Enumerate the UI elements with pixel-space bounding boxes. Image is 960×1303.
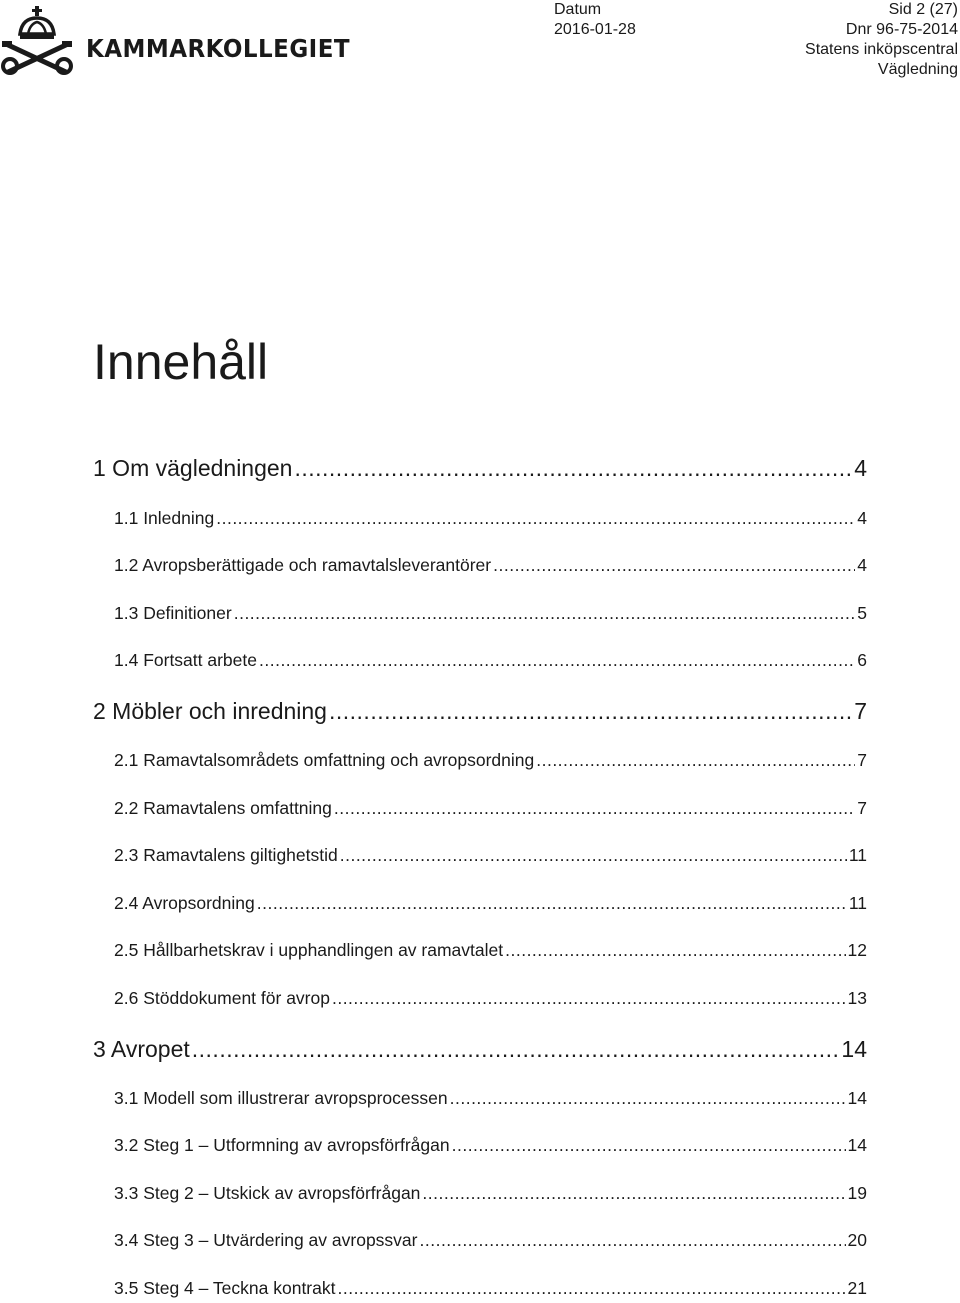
toc-entry-1[interactable] (93, 455, 867, 483)
toc-entry-3-3[interactable] (114, 1183, 867, 1207)
toc-entry-label: 1.1 Inledning (114, 508, 215, 528)
toc-entry-page: 7 (857, 750, 867, 770)
date-value: 2016-01-28 (554, 21, 636, 38)
toc-entry-label: 2.3 Ramavtalens giltighetstid (114, 845, 338, 865)
toc-entry-label: 3.2 Steg 1 – Utformning av avropsförfrågan (114, 1135, 450, 1155)
toc-entry-label: 1.4 Fortsatt arbete (114, 650, 257, 670)
toc-entry-3-2[interactable] (114, 1135, 867, 1159)
toc-entry-2-6[interactable] (114, 988, 867, 1012)
toc-entry-page: 14 (847, 1135, 867, 1155)
toc-entry-3-1[interactable] (114, 1088, 867, 1112)
toc-entry-label: 2.2 Ramavtalens omfattning (114, 798, 332, 818)
toc-entry-3-5[interactable] (114, 1278, 867, 1302)
toc-entry-label: 3.5 Steg 4 – Teckna kontrakt (114, 1278, 336, 1298)
toc-entry-3-4[interactable] (114, 1230, 867, 1254)
toc-leader-dots (294, 455, 852, 482)
toc-entry-page: 14 (847, 1088, 867, 1108)
toc-leader-dots (493, 555, 855, 576)
toc-entry-page: 4 (857, 508, 867, 528)
toc-leader-dots (536, 750, 855, 771)
toc-leader-dots (329, 698, 852, 725)
toc-entry-page: 5 (857, 603, 867, 623)
toc-leader-dots (257, 893, 847, 914)
toc-entry-label: 2.4 Avropsordning (114, 893, 255, 913)
toc-entry-2-2[interactable] (114, 798, 867, 822)
toc-entry-2-5[interactable] (114, 940, 867, 964)
toc-entry-page: 20 (847, 1230, 867, 1250)
toc-leader-dots (422, 1183, 845, 1204)
toc-leader-dots (337, 1278, 845, 1299)
toc-entry-label: 2.5 Hållbarhetskrav i upphandlingen av ramavtalet (114, 940, 504, 960)
toc-entry-1-4[interactable] (114, 650, 867, 674)
toc-entry-1-1[interactable] (114, 508, 867, 532)
toc-entry-page: 11 (848, 845, 867, 865)
toc-leader-dots (452, 1135, 846, 1156)
toc-leader-dots (334, 798, 855, 819)
toc-leader-dots (340, 845, 847, 866)
toc-entry-page: 6 (857, 650, 867, 670)
toc-entry-label: 2.1 Ramavtalsområdets omfattning och avropsordning (114, 750, 535, 770)
toc-leader-dots (332, 988, 846, 1009)
logo-wordmark: KAMMARKOLLEGIET (86, 34, 351, 63)
toc-entry-label: 1 Om vägledningen (93, 455, 293, 481)
toc-entry-label: 2 Möbler och inredning (93, 698, 327, 724)
department: Statens inköpscentral (805, 41, 958, 58)
toc-entry-label: 2.6 Stöddokument för avrop (114, 988, 330, 1008)
toc-entry-2[interactable] (93, 698, 867, 726)
toc-leader-dots (420, 1230, 846, 1251)
toc-entry-2-1[interactable] (114, 750, 867, 774)
date-label: Datum (554, 1, 602, 18)
dnr: Dnr 96-75-2014 (845, 21, 958, 38)
doc-type: Vägledning (877, 61, 958, 78)
toc-entry-page: 11 (848, 893, 867, 913)
toc-leader-dots (216, 508, 855, 529)
toc-leader-dots (234, 603, 856, 624)
toc-entry-2-3[interactable] (114, 845, 867, 869)
toc-entry-label: 3.1 Modell som illustrerar avropsprocessen (114, 1088, 448, 1108)
toc-entry-page: 21 (847, 1278, 867, 1298)
toc-entry-label: 1.3 Definitioner (114, 603, 232, 623)
toc-entry-page: 4 (854, 455, 867, 481)
toc-entry-label: 3 Avropet (93, 1036, 190, 1062)
toc-entry-page: 14 (841, 1036, 867, 1062)
toc-entry-page: 13 (847, 988, 867, 1008)
toc-entry-3[interactable] (93, 1036, 867, 1064)
toc-entry-1-2[interactable] (114, 555, 867, 579)
page-number: Sid 2 (27) (888, 1, 958, 18)
toc-entry-label: 3.4 Steg 3 – Utvärdering av avropssvar (114, 1230, 418, 1250)
toc-entry-page: 7 (854, 698, 867, 724)
toc-title: Innehåll (93, 334, 269, 390)
toc-entry-page: 4 (857, 555, 867, 575)
toc-entry-page: 7 (857, 798, 867, 818)
toc-entry-label: 1.2 Avropsberättigade och ramavtalsleverantörer (114, 555, 492, 575)
toc-leader-dots (192, 1036, 840, 1063)
toc-leader-dots (505, 940, 845, 961)
toc-entry-page: 19 (847, 1183, 867, 1203)
toc-entry-1-3[interactable] (114, 603, 867, 627)
toc-entry-2-4[interactable] (114, 893, 867, 917)
toc-leader-dots (259, 650, 855, 671)
toc-leader-dots (450, 1088, 846, 1109)
toc-entry-page: 12 (847, 940, 867, 960)
toc-entry-label: 3.3 Steg 2 – Utskick av avropsförfrågan (114, 1183, 421, 1203)
